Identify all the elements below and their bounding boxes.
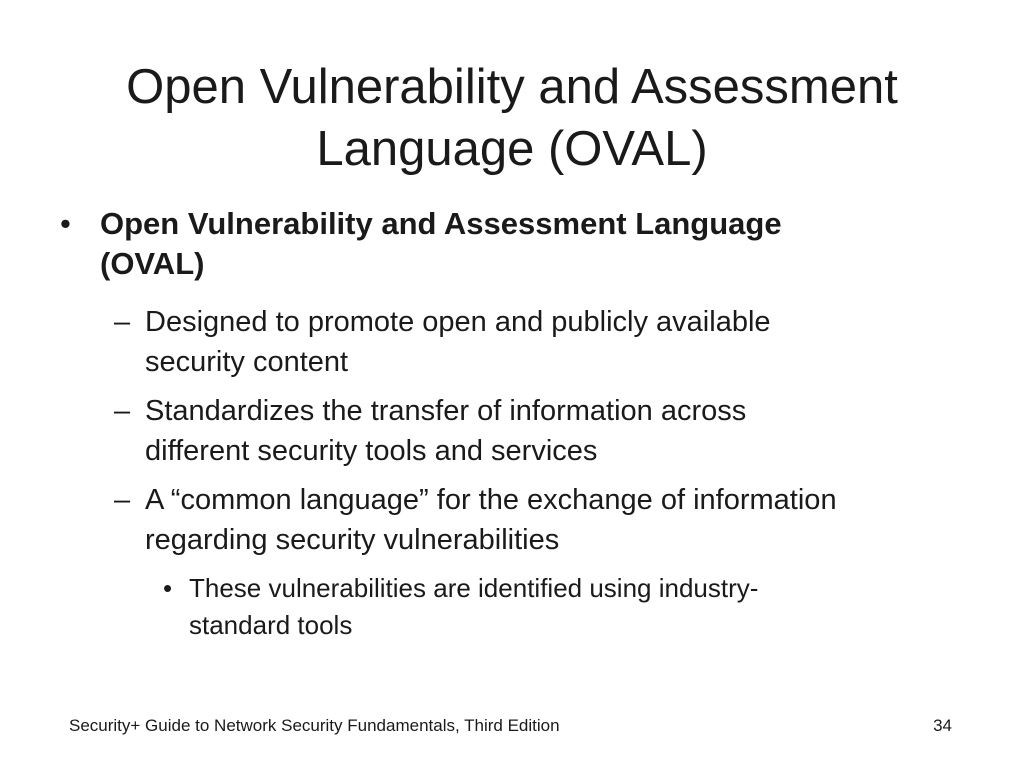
dash-marker: – [114, 306, 131, 338]
sub-bullet-line: A “common language” for the exchange of information [145, 484, 837, 516]
main-bullet-text [100, 204, 960, 284]
slide-title-line: Language (OVAL) [316, 122, 708, 176]
main-bullet-line: Open Vulnerability and Assessment Language [100, 206, 782, 241]
sub-bullet-line: regarding security vulnerabilities [145, 524, 560, 556]
subsub-bullet-text [189, 570, 949, 644]
footer-text: Security+ Guide to Network Security Fundamentals, Third Edition [69, 716, 560, 735]
subsub-bullet-line: standard tools [189, 610, 353, 640]
sub-bullet-line: different security tools and services [145, 435, 598, 467]
sub-bullet-line: Designed to promote open and publicly available [145, 306, 771, 338]
page-number: 34 [933, 716, 952, 735]
sub-bullet-line: security content [145, 346, 349, 378]
sub-bullet-text [145, 302, 985, 382]
main-bullet-line: (OVAL) [100, 246, 205, 281]
sub-bullet-line: Standardizes the transfer of information across [145, 395, 747, 427]
sub-bullet-text [145, 391, 985, 471]
sub-bullet-text [145, 480, 985, 560]
subsub-bullet-line: These vulnerabilities are identified using industry- [189, 573, 759, 603]
bullet-marker: • [60, 206, 71, 241]
dash-marker: – [114, 395, 131, 427]
slide-title-line: Open Vulnerability and Assessment [126, 60, 898, 114]
dash-marker: – [114, 484, 131, 516]
bullet-marker: • [163, 573, 173, 603]
